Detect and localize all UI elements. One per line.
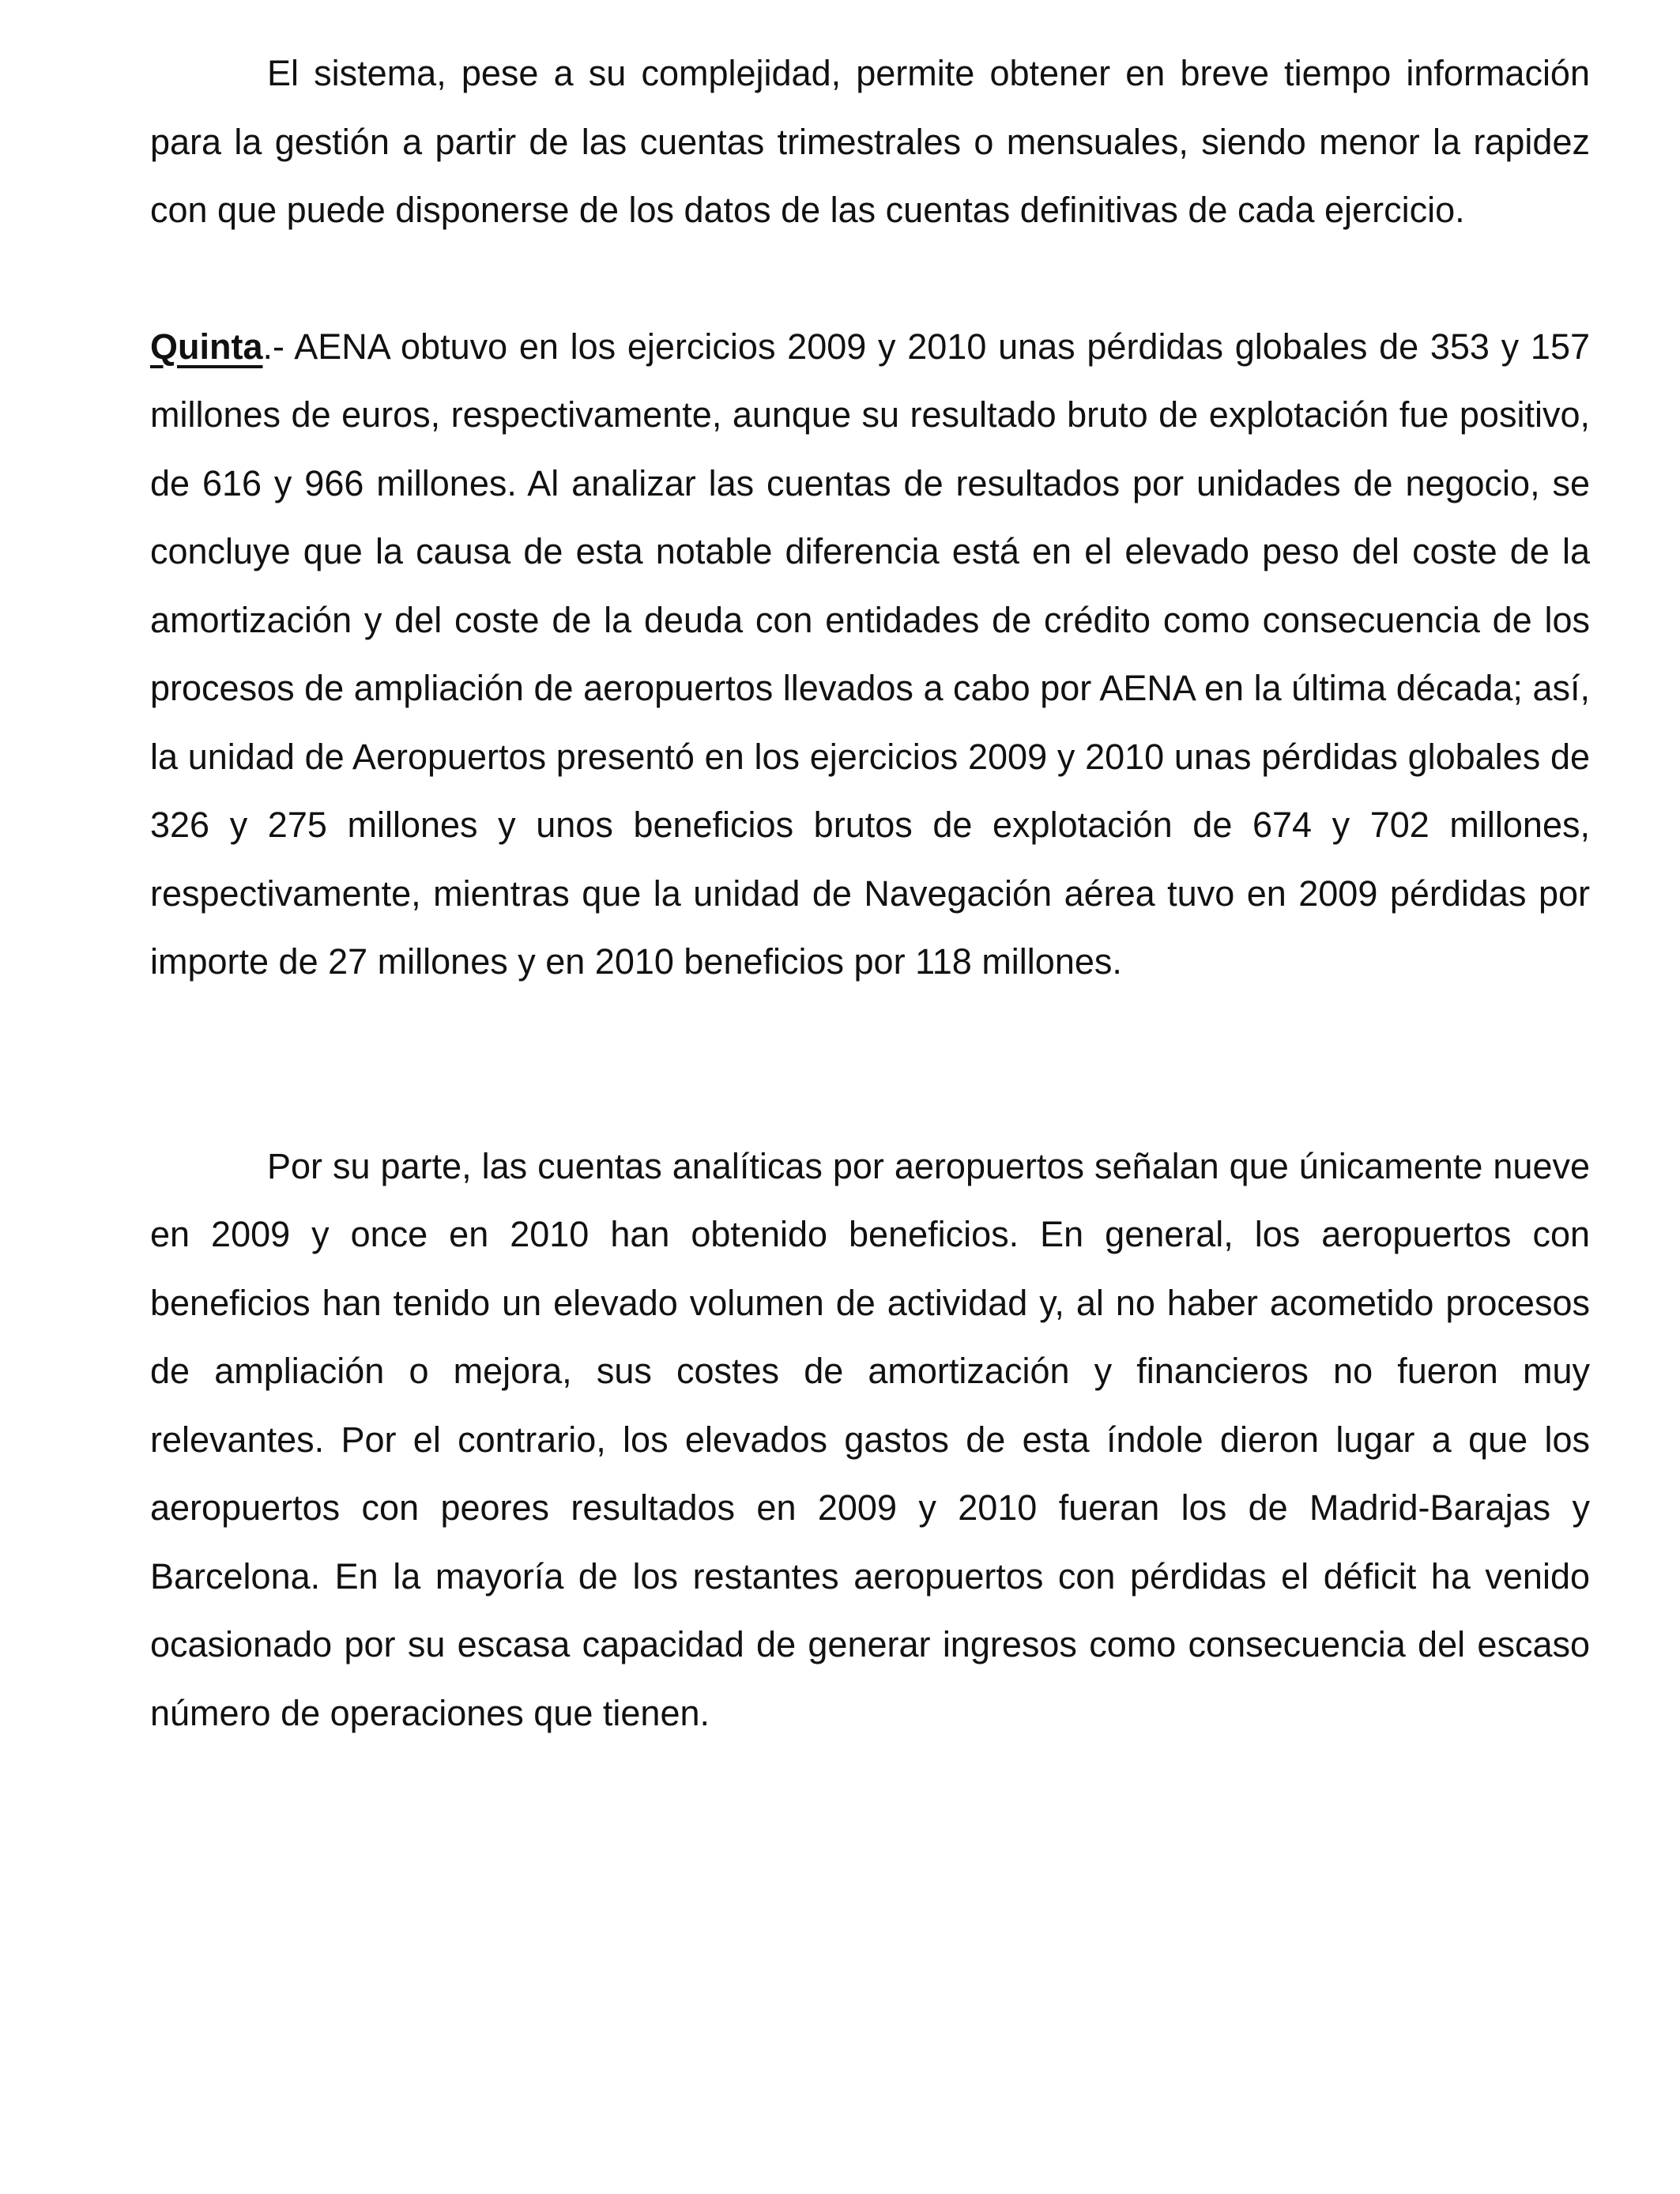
section-heading-quinta: Quinta <box>150 326 263 367</box>
paragraph-system-info: El sistema, pese a su complejidad, permite obtener en breve tiempo información para la gestión a partir de las cuentas trimestrales o mensuales, siendo menor la rapidez con que puede disponerse de los datos de las cuentas definitivas de cada ejercicio. <box>150 53 1590 230</box>
document-page <box>150 40 1590 1747</box>
paragraph-quinta-text: .- AENA obtuvo en los ejercicios 2009 y 2010 unas pérdidas globales de 353 y 157 millones de euros, respectivamente, aunque su resultado bruto de explotación fue positivo, de 616 y 966 millones. Al analizar las cuentas de resultados por unidades de negocio, se concluye que la causa de esta notable diferencia está en el elevado peso del coste de la amortización y del coste de la deuda con entidades de crédito como consecuencia de los procesos de ampliación de aeropuertos llevados a cabo por AENA en la última década; así, la unidad de Aeropuertos presentó en los ejercicios 2009 y 2010 unas pérdidas globales de 326 y 275 millones y unos beneficios brutos de explotación de 674 y 702 millones, respectivamente, mientras que la unidad de Navegación aérea tuvo en 2009 pérdidas por importe de 27 millones y en 2010 beneficios por 118 millones. <box>150 326 1590 982</box>
paragraph-airport-accounts: Por su parte, las cuentas analíticas por aeropuertos señalan que únicamente nueve en 2009 y once en 2010 han obtenido beneficios. En general, los aeropuertos con beneficios han tenido un elevado volumen de actividad y, al no haber acometido procesos de ampliación o mejora, sus costes de amortización y financieros no fueron muy relevantes. Por el contrario, los elevados gastos de esta índole dieron lugar a que los aeropuertos con peores resultados en 2009 y 2010 fueran los de Madrid-Barajas y Barcelona. En la mayoría de los restantes aeropuertos con pérdidas el déficit ha venido ocasionado por su escasa capacidad de generar ingresos como consecuencia del escaso número de operaciones que tienen. <box>150 1145 1590 1733</box>
paragraph-quinta <box>150 313 1590 997</box>
